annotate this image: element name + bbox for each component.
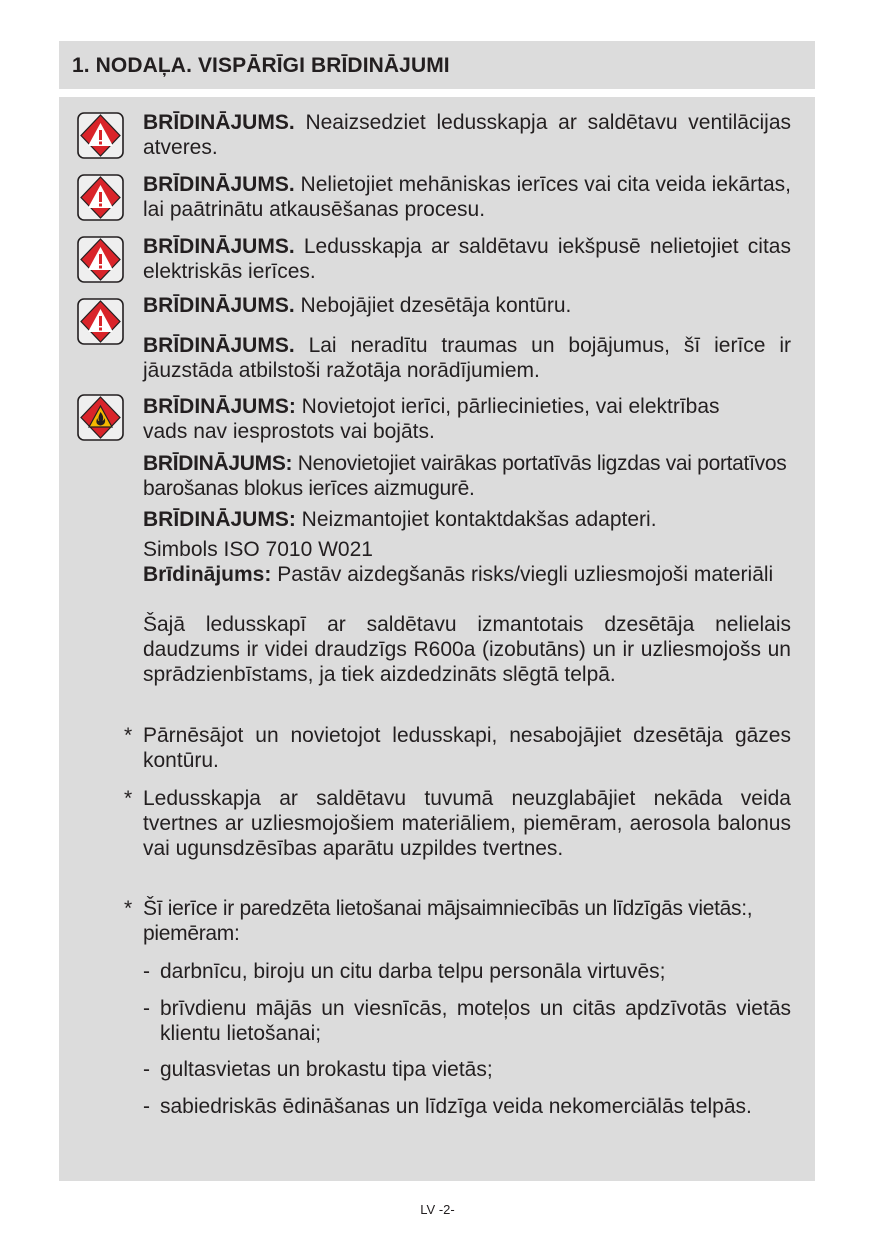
- warning-exclamation-icon: [77, 298, 124, 345]
- warning-exclamation-icon: [77, 174, 124, 221]
- chapter-title: 1. NODAĻA. VISPĀRĪGI BRĪDINĀJUMI: [72, 54, 450, 77]
- warning-label: BRĪDINĀJUMS.: [143, 111, 295, 134]
- subitem-mark: -: [143, 997, 150, 1020]
- page-number: LV -2-: [420, 1202, 455, 1217]
- warning-1: BRĪDINĀJUMS. Neaizsedziet ledusskapja ar saldētavu ventilācijas atveres.: [143, 111, 791, 159]
- warning-label: BRĪDINĀJUMS:: [143, 508, 296, 531]
- warning-4: BRĪDINĀJUMS. Nebojājiet dzesētāja kontūru.: [143, 294, 572, 317]
- warning-exclamation-icon: [77, 236, 124, 283]
- bullet-text: Ledusskapja ar saldētavu tuvumā neuzglabājiet nekāda veida tvertnes ar uzliesmojošiem materiāliem, piemēram, aerosola balonus vai ugunsdzēsības aparātu uzpildes tvertnes.: [143, 787, 791, 860]
- warning-label: BRĪDINĀJUMS:: [143, 395, 296, 418]
- warning-label: BRĪDINĀJUMS.: [143, 235, 295, 258]
- subitem-mark: -: [143, 1058, 150, 1081]
- bullet-text: Šī ierīce ir paredzēta lietošanai mājsaimniecībās un līdzīgās vietās:, piemēram:: [143, 897, 753, 945]
- warning-label: BRĪDINĀJUMS.: [143, 173, 295, 196]
- subitem-mark: -: [143, 960, 150, 983]
- warning-3: BRĪDINĀJUMS. Ledusskapja ar saldētavu iekšpusē nelietojiet citas elektriskās ierīces.: [143, 235, 791, 283]
- iso-detail: Šajā ledusskapī ar saldētavu izmantotais dzesētāja nelielais daudzums ir videi draudzīgs R600a (izobutāns) un ir uzliesmojošs un sprādzienbīstams, ja tiek aizdedzināts slēgtā telpā.: [143, 613, 791, 686]
- warning-6: BRĪDINĀJUMS: Novietojot ierīci, pārliecinieties, vai elektrības vads nav iesprostots vai bojāts.: [143, 395, 720, 443]
- bullet-mark: *: [124, 897, 133, 920]
- warning-label: BRĪDINĀJUMS.: [143, 334, 295, 357]
- chapter-header: [59, 41, 815, 89]
- iso-warning: Brīdinājums: Pastāv aizdegšanās risks/viegli uzliesmojoši materiāli: [143, 563, 774, 586]
- bullet-mark: *: [124, 724, 133, 747]
- warning-7: BRĪDINĀJUMS: Nenovietojiet vairākas portatīvās ligzdas vai portatīvos barošanas blokus ierīces aizmugurē.: [143, 452, 787, 500]
- iso-warning-label: Brīdinājums:: [143, 563, 272, 586]
- warning-label: BRĪDINĀJUMS:: [143, 452, 293, 475]
- warning-label: BRĪDINĀJUMS.: [143, 294, 295, 317]
- flammable-warning-icon: [77, 394, 124, 441]
- warning-2: BRĪDINĀJUMS. Nelietojiet mehāniskas ierīces vai cita veida iekārtas, lai paātrinātu atkausēšanas procesu.: [143, 173, 791, 221]
- bullet-mark: *: [124, 787, 133, 810]
- subitem-text: darbnīcu, biroju un citu darba telpu personāla virtuvēs;: [160, 960, 666, 983]
- subitem-mark: -: [143, 1095, 150, 1118]
- warning-exclamation-icon: [77, 112, 124, 159]
- subitem-text: sabiedriskās ēdināšanas un līdzīga veida nekomerciālās telpās.: [160, 1095, 752, 1118]
- warning-8: BRĪDINĀJUMS: Neizmantojiet kontaktdakšas adapteri.: [143, 508, 657, 531]
- subitem-text: brīvdienu mājās un viesnīcās, moteļos un citās apdzīvotās vietās klientu lietošanai;: [160, 997, 791, 1045]
- iso-symbol: Simbols ISO 7010 W021: [143, 538, 373, 561]
- warning-5: BRĪDINĀJUMS. Lai neradītu traumas un bojājumus, šī ierīce ir jāuzstāda atbilstoši ražotāja norādījumiem.: [143, 334, 791, 382]
- subitem-text: gultasvietas un brokastu tipa vietās;: [160, 1058, 493, 1081]
- bullet-text: Pārnēsājot un novietojot ledusskapi, nesabojājiet dzesētāja gāzes kontūru.: [143, 724, 791, 772]
